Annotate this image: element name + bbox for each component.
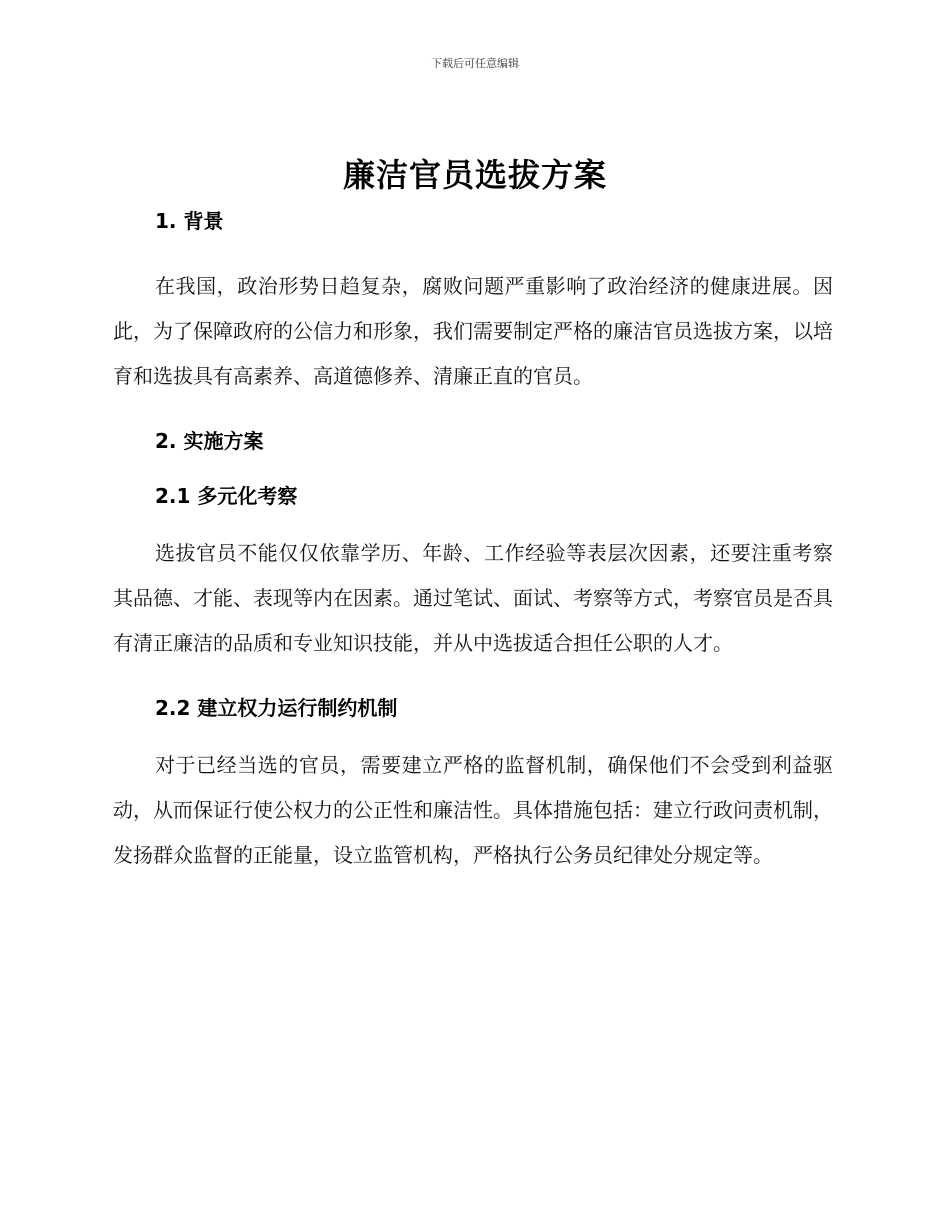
section-heading-background: 1. 背景 [155, 209, 224, 233]
section-heading-implementation: 2. 实施方案 [155, 429, 264, 453]
subsection-heading-power-restraint: 2.2 建立权力运行制约机制 [155, 696, 398, 720]
subsection-heading-diversified-review: 2.1 多元化考察 [155, 484, 298, 508]
document-body [113, 205, 833, 878]
document-title: 廉洁官员选拔方案 [342, 156, 607, 194]
header-note: 下载后可任意编辑 [431, 57, 519, 70]
paragraph-background: 在我国，政治形势日趋复杂，腐败问题严重影响了政治经济的健康进展。因此，为了保障政府的公信力和形象，我们需要制定严格的廉洁官员选拔方案，以培育和选拔具有高素养、高道德修养、清廉正直的官员。 [113, 274, 833, 388]
paragraph-diversified-review: 选拔官员不能仅仅依靠学历、年龄、工作经验等表层次因素，还要注重考察其品德、才能、表现等内在因素。通过笔试、面试、考察等方式，考察官员是否具有清正廉洁的品质和专业知识技能，并从中选拔适合担任公职的人才。 [113, 541, 833, 655]
paragraph-power-restraint: 对于已经当选的官员，需要建立严格的监督机制，确保他们不会受到利益驱动，从而保证行使公权力的公正性和廉洁性。具体措施包括：建立行政问责机制，发扬群众监督的正能量，设立监管机构，严格执行公务员纪律处分规定等。 [113, 753, 833, 867]
